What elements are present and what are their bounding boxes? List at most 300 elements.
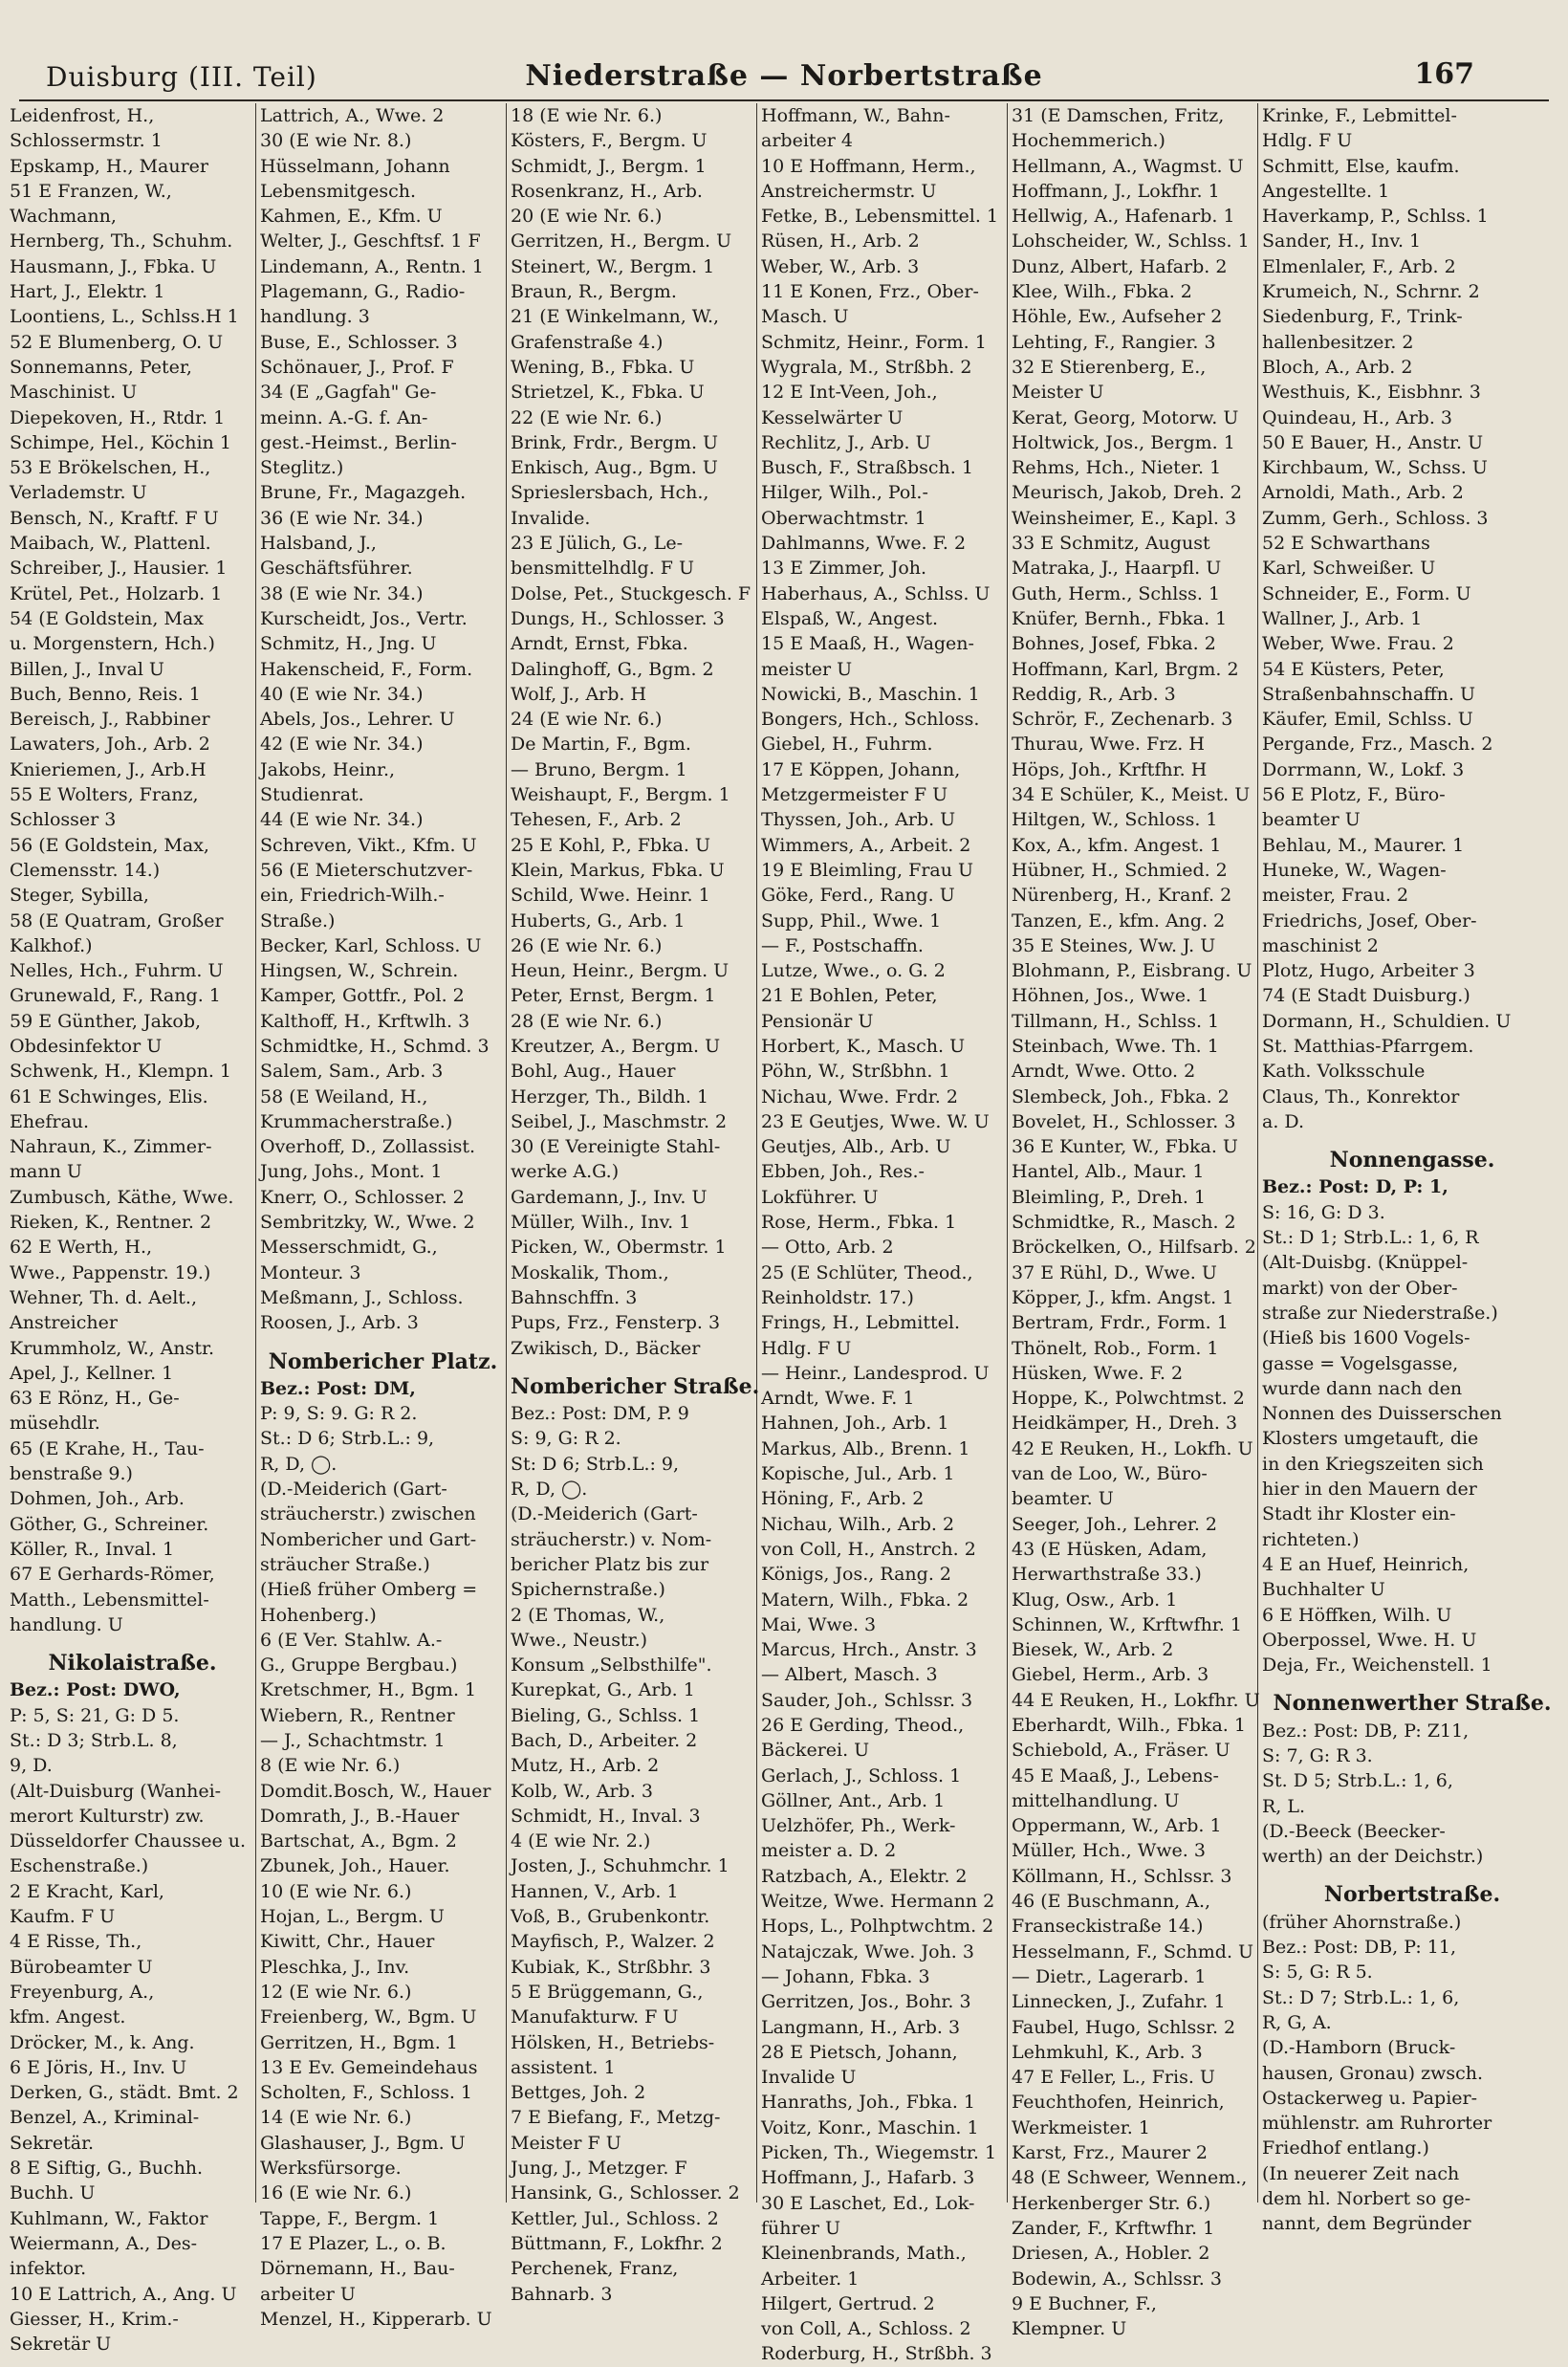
directory-line: S: 7, G: R 3. [1262,1745,1373,1766]
directory-line: Glashauser, J., Bgm. U [260,2132,466,2154]
directory-line: arbeiter 4 [761,130,853,152]
directory-line: Kleinenbrands, Math., [761,2243,967,2265]
directory-line: Bereisch, J., Rabbiner [10,709,210,731]
directory-line: Pergande, Frz., Masch. 2 [1262,734,1493,756]
directory-line: Thyssen, Joh., Arb. U [761,809,956,831]
directory-line: Giebel, Herm., Arb. 3 [1012,1664,1209,1686]
directory-line: Seeger, Joh., Lehrer. 2 [1012,1513,1217,1535]
directory-line: Höps, Joh., Krftfhr. H [1012,758,1208,780]
directory-line: Voß, B., Grubenkontr. [511,1906,710,1928]
directory-line: Moskalik, Thom., [511,1261,669,1283]
directory-line: 40 (E wie Nr. 34.) [260,683,424,705]
directory-line: Manufakturw. F U [511,2006,679,2028]
directory-line: hier in den Mauern der [1262,1479,1477,1501]
directory-line: 35 E Steines, Ww. J. U [1012,934,1216,956]
directory-line: Feuchthofen, Heinrich, [1012,2092,1225,2114]
directory-line: Kolb, W., Arb. 3 [511,1780,653,1802]
directory-line: Hoffmann, J., Hafarb. 3 [761,2167,975,2189]
directory-line: Karl, Schweißer. U [1262,558,1436,580]
directory-line: Wachmann, [10,206,117,228]
directory-line: hausen, Gronau) zwsch. [1262,2062,1484,2084]
directory-line: Sander, H., Inv. 1 [1262,230,1422,252]
directory-line: 54 E Küsters, Peter, [1262,658,1445,680]
directory-line: Masch. U [761,306,849,328]
directory-line: Hübner, H., Schmied. 2 [1012,859,1228,881]
directory-line: 56 (E Mieterschutzver- [260,859,473,881]
directory-line: Bäckerei. U [761,1740,870,1762]
directory-line: 30 E Laschet, Ed., Lok- [761,2192,975,2214]
directory-line: Oberpossel, Wwe. H. U [1262,1629,1477,1651]
directory-line: Straße.) [260,910,336,931]
directory-line: Gerlach, J., Schloss. 1 [761,1764,962,1786]
directory-line: Friedhof entlang.) [1262,2137,1429,2159]
directory-line: S: 9, G: R 2. [511,1428,621,1450]
directory-line: 34 (E „Gagfah" Ge- [260,382,437,404]
directory-line: Lehting, F., Rangier. 3 [1012,331,1216,353]
directory-line: Heidkämper, H., Dreh. 3 [1012,1413,1238,1435]
directory-line: Spichernstraße.) [511,1579,665,1601]
directory-line: 7 E Biefang, F., Metzg- [511,2107,721,2129]
directory-line: richteten.) [1262,1528,1360,1550]
directory-line: Göther, G., Schreiner. [10,1513,209,1535]
directory-line: Schreiber, J., Hausier. 1 [10,558,228,580]
directory-line: Kox, A., kfm. Angest. 1 [1012,834,1222,856]
directory-line: Pensionär U [761,1010,874,1032]
directory-line: Mai, Wwe. 3 [761,1613,877,1635]
street-heading: Nombericher Straße. [511,1373,760,1399]
directory-line: 13 E Zimmer, Joh. [761,558,927,580]
directory-line: Bach, D., Arbeiter. 2 [511,1730,698,1751]
directory-line: Salem, Sam., Arb. 3 [260,1061,444,1083]
directory-line: 52 E Blumenberg, O. U [10,331,224,353]
directory-line: 2 E Kracht, Karl, [10,1880,164,1902]
directory-line: 20 (E wie Nr. 6.) [511,206,663,228]
directory-line: Monteur. 3 [260,1261,361,1283]
directory-line: Hellwig, A., Hafenarb. 1 [1012,206,1235,228]
directory-line: 26 (E wie Nr. 6.) [511,934,663,956]
directory-line: 36 E Kunter, W., Fbka. U [1012,1136,1238,1158]
directory-line: Dohmen, Joh., Arb. [10,1488,185,1510]
directory-line: Pöhn, W., Strßbhn. 1 [761,1061,950,1083]
directory-line: 74 (E Stadt Duisburg.) [1262,985,1470,1007]
directory-line: ein, Friedrich-Wilh.- [260,885,445,907]
directory-line: 9 E Buchner, F., [1012,2292,1157,2314]
directory-line: Geschäftsführer. [260,558,413,580]
directory-line: Göke, Ferd., Rang. U [761,885,955,907]
directory-line: Perchenek, Franz, [511,2258,679,2280]
directory-line: Domrath, J., B.-Hauer [260,1805,460,1827]
header-city: Duisburg (III. Teil) [46,61,317,93]
directory-line: Arndt, Wwe. F. 1 [761,1388,915,1410]
directory-line: Weitze, Wwe. Hermann 2 [761,1891,995,1913]
directory-line: Hiltgen, W., Schloss. 1 [1012,809,1218,831]
directory-line: Bez.: Post: DWO, [10,1679,181,1701]
directory-line: Schönauer, J., Prof. F [260,356,454,378]
directory-line: P: 9, S: 9. G: R 2. [260,1403,418,1425]
directory-line: 8 E Siftig, G., Buchh. [10,2158,204,2180]
directory-line: Schmitz, Heinr., Form. 1 [761,331,987,353]
directory-line: Bensch, N., Kraftf. F U [10,507,219,529]
directory-line: Hilgert, Gertrud. 2 [761,2292,935,2314]
directory-line: Hanraths, Joh., Fbka. 1 [761,2092,976,2114]
directory-line: De Martin, F., Bgm. [511,734,691,756]
directory-line: Thurau, Wwe. Frz. H [1012,734,1205,756]
directory-line: 21 (E Winkelmann, W., [511,306,720,328]
directory-line: Bröckelken, O., Hilfsarb. 2 [1012,1237,1256,1259]
directory-line: 53 E Brökelschen, H., [10,457,211,479]
directory-line: bericher Platz bis zur [511,1553,709,1575]
directory-line: 38 (E wie Nr. 34.) [260,582,424,604]
directory-line: Busch, F., Straßbsch. 1 [761,457,973,479]
directory-line: Göllner, Ant., Arb. 1 [761,1789,946,1811]
directory-line: Hdlg. F U [761,1337,852,1359]
directory-line: 56 (E Goldstein, Max, [10,834,209,856]
directory-line: Kettler, Jul., Schloss. 2 [511,2207,719,2229]
directory-line: Elspaß, W., Angest. [761,607,939,629]
directory-line: Dorrmann, W., Lokf. 3 [1262,758,1465,780]
directory-line: Tappe, F., Bergm. 1 [260,2207,440,2229]
directory-line: Hernberg, Th., Schuhm. [10,230,233,252]
directory-line: Hellmann, A., Wagmst. U [1012,155,1244,177]
directory-line: Bahnarb. 3 [511,2283,613,2305]
directory-line: 42 E Reuken, H., Lokfh. U [1012,1437,1253,1459]
directory-line: Markus, Alb., Brenn. 1 [761,1437,970,1459]
directory-line: 25 E Kohl, P., Fbka. U [511,834,710,856]
directory-line: Oppermann, W., Arb. 1 [1012,1815,1222,1837]
directory-line: Plagemann, G., Radio- [260,281,466,303]
directory-line: Matraka, J., Haarpfl. U [1012,558,1222,580]
directory-line: Halsband, J., [260,533,377,555]
directory-line: Dröcker, M., k. Ang. [10,2031,195,2053]
directory-line: — Albert, Masch. 3 [761,1664,938,1686]
directory-line: 67 E Gerhards-Römer, [10,1564,215,1586]
directory-line: Arndt, Ernst, Fbka. [511,633,688,655]
directory-line: Bez.: Post: DB, P: Z11, [1262,1720,1470,1742]
directory-line: infektor. [10,2258,87,2280]
directory-line: Nürenberg, H., Kranf. 2 [1012,885,1232,907]
directory-line: Derken, G., städt. Bmt. 2 [10,2082,239,2104]
directory-line: 17 E Köppen, Johann, [761,758,961,780]
directory-line: Supp, Phil., Wwe. 1 [761,910,942,931]
directory-line: Rechlitz, J., Arb. U [761,431,931,453]
directory-line: Rieken, K., Rentner. 2 [10,1212,212,1234]
directory-line: 18 (E wie Nr. 6.) [511,105,663,126]
directory-line: S: 16, G: D 3. [1262,1201,1385,1223]
directory-line: Weinsheimer, E., Kapl. 3 [1012,507,1237,529]
directory-line: Schmidt, H., Inval. 3 [511,1805,701,1827]
directory-line: meister U [761,658,853,680]
directory-line: Driesen, A., Hobler. 2 [1012,2243,1210,2265]
directory-line: Franseckistraße 14.) [1012,1916,1204,1938]
directory-line: Werkmeister. 1 [1012,2116,1150,2138]
directory-line: 5 E Brüggemann, G., [511,1981,704,2003]
directory-line: St.: D 7; Strb.L.: 1, 6, [1262,1986,1460,2008]
directory-line: Herkenberger Str. 6.) [1012,2192,1211,2214]
directory-line: Wwe., Pappenstr. 19.) [10,1261,211,1283]
directory-line: Meßmann, J., Schloss. [260,1286,464,1308]
directory-line: Schlossermstr. 1 [10,130,163,152]
directory-line: 45 E Maaß, J., Lebens- [1012,1764,1219,1786]
directory-line: Schmidtke, R., Masch. 2 [1012,1212,1236,1234]
directory-line: Rehms, Hch., Nieter. 1 [1012,457,1222,479]
directory-line: Tillmann, H., Schlss. 1 [1012,1010,1220,1032]
directory-line: Hesselmann, F., Schmd. U [1012,1940,1254,1962]
directory-line: Dungs, H., Schlosser. 3 [511,607,725,629]
directory-line: 21 E Bohlen, Peter, [761,985,938,1007]
directory-line: (D.-Meiderich (Gart- [511,1503,698,1525]
directory-line: Strietzel, K., Fbka. U [511,382,705,404]
directory-line: Konsum „Selbsthilfe". [511,1655,712,1677]
directory-line: Karst, Frz., Maurer 2 [1012,2142,1209,2164]
directory-line: Benzel, A., Kriminal- [10,2107,200,2129]
directory-line: Schiebold, A., Fräser. U [1012,1740,1230,1762]
directory-line: Hops, L., Polhptwchtm. 2 [761,1916,994,1938]
directory-line: — Otto, Arb. 2 [761,1237,894,1259]
directory-line: Buchhalter U [1262,1579,1385,1601]
directory-line: Oberwachtmstr. 1 [761,507,926,529]
directory-line: Nichau, Wilh., Arb. 2 [761,1513,955,1535]
directory-line: 58 (E Quatram, Großer [10,910,224,931]
directory-line: 59 E Günther, Jakob, [10,1010,202,1032]
directory-line: in den Kriegszeiten sich [1262,1453,1484,1475]
directory-line: Schmitt, Else, kaufm. [1262,155,1460,177]
directory-line: Rose, Herm., Fbka. 1 [761,1212,957,1234]
directory-line: Sprieslersbach, Hch., [511,482,709,504]
directory-line: Wehner, Th. d. Aelt., [10,1286,198,1308]
column-6 [1258,103,1562,2235]
directory-line: Brink, Frdr., Bergm. U [511,431,719,453]
directory-line: Hart, J., Elektr. 1 [10,281,165,303]
directory-line: 56 E Plotz, F., Büro- [1262,784,1446,806]
directory-line: Wimmers, A., Arbeit. 2 [761,834,971,856]
page-number: 167 [1414,57,1474,91]
directory-line: 28 (E wie Nr. 6.) [511,1010,663,1032]
directory-line: Weishaupt, F., Bergm. 1 [511,784,730,806]
directory-line: 50 E Bauer, H., Anstr. U [1262,431,1484,453]
directory-line: 23 E Geutjes, Wwe. W. U [761,1110,990,1132]
directory-line: Matth., Lebensmittel- [10,1589,209,1611]
directory-line: Kurepkat, G., Arb. 1 [511,1679,695,1701]
directory-line: 6 E Jöris, H., Inv. U [10,2056,187,2078]
directory-line: 8 (E wie Nr. 6.) [260,1755,401,1777]
directory-line: Grafenstraße 4.) [511,331,664,353]
directory-line: Köpper, J., kfm. Angst. 1 [1012,1286,1234,1308]
directory-line: 30 (E wie Nr. 8.) [260,130,412,152]
directory-line: Knieriemen, J., Arb.H [10,758,207,780]
directory-line: Kubiak, K., Strßbhr. 3 [511,1956,711,1978]
directory-line: merort Kulturstr) zw. [10,1805,205,1827]
directory-line: Meister F U [511,2132,621,2154]
directory-line: Ratzbach, A., Elektr. 2 [761,1865,968,1887]
directory-line: Giebel, H., Fuhrm. [761,734,933,756]
directory-line: Klosters umgetauft, die [1262,1428,1479,1450]
directory-line: Dahlmanns, Wwe. F. 2 [761,533,967,555]
directory-line: Heun, Heinr., Bergm. U [511,960,730,982]
directory-line: Schrör, F., Zechenarb. 3 [1012,709,1233,731]
directory-line: Hoffmann, J., Lokfhr. 1 [1012,180,1220,202]
directory-line: Schreven, Vikt., Kfm. U [260,834,477,856]
directory-line: St: D 6; Strb.L.: 9, [511,1453,680,1475]
directory-line: 46 (E Buschmann, A., [1012,1891,1211,1913]
directory-line: straße zur Niederstraße.) [1262,1302,1498,1324]
directory-line: Reddig, R., Arb. 3 [1012,683,1176,705]
directory-line: meinn. A.-G. f. An- [260,406,428,428]
directory-line: wurde dann nach den [1262,1377,1463,1399]
directory-line: Bez.: Post: DM, [260,1377,416,1399]
directory-line: Roderburg, H., Strßbh. 3 [761,2343,992,2365]
directory-line: 28 E Pietsch, Johann, [761,2041,958,2063]
directory-line: von Coll, H., Anstrch. 2 [761,1538,976,1560]
directory-line: Lehmkuhl, K., Arb. 3 [1012,2041,1203,2063]
directory-line: (In neuerer Zeit nach [1262,2162,1460,2184]
directory-line: Guth, Herm., Schlss. 1 [1012,582,1221,604]
directory-line: Maschinist. U [10,382,138,404]
directory-line: Marcus, Hrch., Anstr. 3 [761,1639,977,1661]
directory-line: Langmann, H., Arb. 3 [761,2016,961,2038]
directory-line: Zbunek, Joh., Hauer. [260,1855,450,1877]
directory-line: meister a. D. 2 [761,1840,897,1862]
directory-line: — F., Postschaffn. [761,934,924,956]
directory-line: Ebben, Joh., Res.- [761,1161,925,1183]
directory-line: Rüsen, H., Arb. 2 [761,230,920,252]
directory-line: Köllmann, H., Schlssr. 3 [1012,1865,1232,1887]
directory-line: Hölsken, H., Betriebs- [511,2031,715,2053]
directory-line: Mutz, H., Arb. 2 [511,1755,660,1777]
directory-line: Hüsken, Wwe. F. 2 [1012,1362,1184,1384]
directory-line: G., Gruppe Bergbau.) [260,1655,458,1677]
directory-line: 25 (E Schlüter, Theod., [761,1261,973,1283]
directory-line: Hahnen, Joh., Arb. 1 [761,1413,949,1435]
directory-line: Hantel, Alb., Maur. 1 [1012,1161,1205,1183]
directory-line: Obdesinfektor U [10,1035,163,1057]
directory-line: Hausmann, J., Fbka. U [10,255,217,277]
directory-line: Bleimling, P., Dreh. 1 [1012,1186,1207,1208]
directory-line: werke A.G.) [511,1161,620,1183]
directory-line: Bongers, Hch., Schloss. [761,709,980,731]
directory-line: Quindeau, H., Arb. 3 [1262,406,1452,428]
directory-line: Anstreicher [10,1312,118,1334]
directory-line: 6 E Höffken, Wilh. U [1262,1604,1452,1626]
directory-line: Schneider, E., Form. U [1262,582,1471,604]
directory-line: beamter. U [1012,1488,1114,1510]
directory-line: mühlenstr. am Ruhrorter [1262,2113,1492,2135]
directory-line: Metzgermeister F U [761,784,948,806]
directory-line: Maibach, W., Plattenl. [10,533,211,555]
directory-line: Ehefrau. [10,1110,90,1132]
directory-line: Krummacherstraße.) [260,1110,453,1132]
directory-line: 14 (E wie Nr. 6.) [260,2107,412,2129]
directory-line: Sembritzky, W., Wwe. 2 [260,1212,475,1234]
header-street-range: Niederstraße — Norbertstraße [525,59,1043,93]
directory-line: Eberhardt, Wilh., Fbka. 1 [1012,1715,1246,1736]
directory-line: Krütel, Pet., Holzarb. 1 [10,582,223,604]
directory-line: Elmenlaler, F., Arb. 2 [1262,255,1456,277]
directory-line: Schmidtke, H., Schmd. 3 [260,1035,490,1057]
directory-line: Gardemann, J., Inv. U [511,1186,708,1208]
street-heading: Nonnengasse. [1329,1148,1495,1173]
directory-line: Sauder, Joh., Schlssr. 3 [761,1689,973,1711]
directory-line: Nelles, Hch., Fuhrm. U [10,960,224,982]
directory-line: Weiermann, A., Des- [10,2232,198,2254]
directory-line: Schinnen, W., Krftwfhr. 1 [1012,1613,1242,1635]
directory-line: Lawaters, Joh., Arb. 2 [10,734,210,756]
directory-line: Jung, Johs., Mont. 1 [260,1161,443,1183]
directory-line: 4 E an Huef, Heinrich, [1262,1553,1470,1575]
directory-line: Bez.: Post: DM, P. 9 [511,1403,689,1425]
directory-line: Schild, Wwe. Heinr. 1 [511,885,710,907]
directory-line: Wallner, J., Arb. 1 [1262,607,1423,629]
directory-line: Schwenk, H., Klempn. 1 [10,1061,232,1083]
directory-line: 12 (E wie Nr. 6.) [260,1981,412,2003]
directory-line: Tehesen, F., Arb. 2 [511,809,682,831]
directory-line: Steinert, W., Bergm. 1 [511,255,715,277]
directory-line: Kaufm. F U [10,1906,116,1928]
directory-line: Horbert, K., Masch. U [761,1035,966,1057]
directory-line: 54 (E Goldstein, Max [10,607,204,629]
directory-line: Kirchbaum, W., Schss. U [1262,457,1488,479]
directory-line: 42 (E wie Nr. 34.) [260,734,424,756]
directory-line: 48 (E Schweer, Wennem., [1012,2167,1248,2189]
column-4 [757,103,1008,2365]
directory-line: Müller, Wilh., Inv. 1 [511,1212,691,1234]
directory-line: Haverkamp, P., Schlss. 1 [1262,206,1489,228]
directory-line: Lutze, Wwe., o. G. 2 [761,960,946,982]
directory-line: Overhoff, D., Zollassist. [260,1136,476,1158]
directory-line: Königs, Jos., Rang. 2 [761,1564,951,1586]
directory-line: Hüsselmann, Johann [260,155,450,177]
directory-line: Nichau, Wwe. Frdr. 2 [761,1085,958,1107]
directory-line: Kiwitt, Chr., Hauer [260,1931,435,1953]
directory-line: Krumeich, N., Schrnr. 2 [1262,281,1480,303]
directory-line: Knüfer, Bernh., Fbka. 1 [1012,607,1228,629]
directory-line: 32 E Stierenberg, E., [1012,356,1207,378]
directory-line: Buch, Benno, Reis. 1 [10,683,201,705]
directory-line: Sekretär U [10,2334,112,2356]
directory-line: St. D 5; Strb.L.: 1, 6, [1262,1770,1453,1792]
directory-line: Biesek, W., Arb. 2 [1012,1639,1174,1661]
column-2 [256,103,507,2330]
page-header [19,55,1549,101]
directory-line: Herzger, Th., Bildh. 1 [511,1085,709,1107]
directory-line: Eschenstraße.) [10,1855,149,1877]
directory-line: 33 E Schmitz, August [1012,533,1210,555]
directory-line: sträucherstr.) v. Nom- [511,1528,712,1550]
directory-line: 43 (E Hüsken, Adam, [1012,1538,1208,1560]
directory-line: Invalide U [761,2067,857,2089]
directory-line: Becker, Karl, Schloss. U [260,934,482,956]
directory-line: Klee, Wilh., Fbka. 2 [1012,281,1192,303]
directory-line: Hoppe, K., Polwchtmst. 2 [1012,1388,1245,1410]
directory-line: (D.-Beeck (Beecker- [1262,1820,1446,1842]
directory-line: 63 E Rönz, H., Ge- [10,1388,180,1410]
directory-line: Klempner. U [1012,2318,1127,2340]
directory-line: Dörnemann, H., Bau- [260,2258,455,2280]
directory-line: Hojan, L., Bergm. U [260,1906,445,1928]
directory-line: (Alt-Duisburg (Wanhei- [10,1780,222,1802]
directory-line: Haberhaus, A., Schlss. U [761,582,991,604]
directory-line: 30 (E Vereinigte Stahl- [511,1136,721,1158]
directory-line: Roosen, J., Arb. 3 [260,1312,419,1334]
directory-line: Epskamp, H., Maurer [10,155,208,177]
directory-line: Kurscheidt, Jos., Vertr. [260,607,468,629]
directory-line: Sonnemanns, Peter, [10,356,192,378]
directory-line: Josten, J., Schuhmchr. 1 [511,1855,730,1877]
directory-line: 47 E Feller, L., Fris. U [1012,2067,1215,2089]
directory-line: Faubel, Hugo, Schlssr. 2 [1012,2016,1236,2038]
directory-line: Köller, R., Inval. 1 [10,1538,175,1560]
directory-line: 4 (E wie Nr. 2.) [511,1830,651,1852]
directory-line: R, D, ◯. [511,1479,588,1501]
